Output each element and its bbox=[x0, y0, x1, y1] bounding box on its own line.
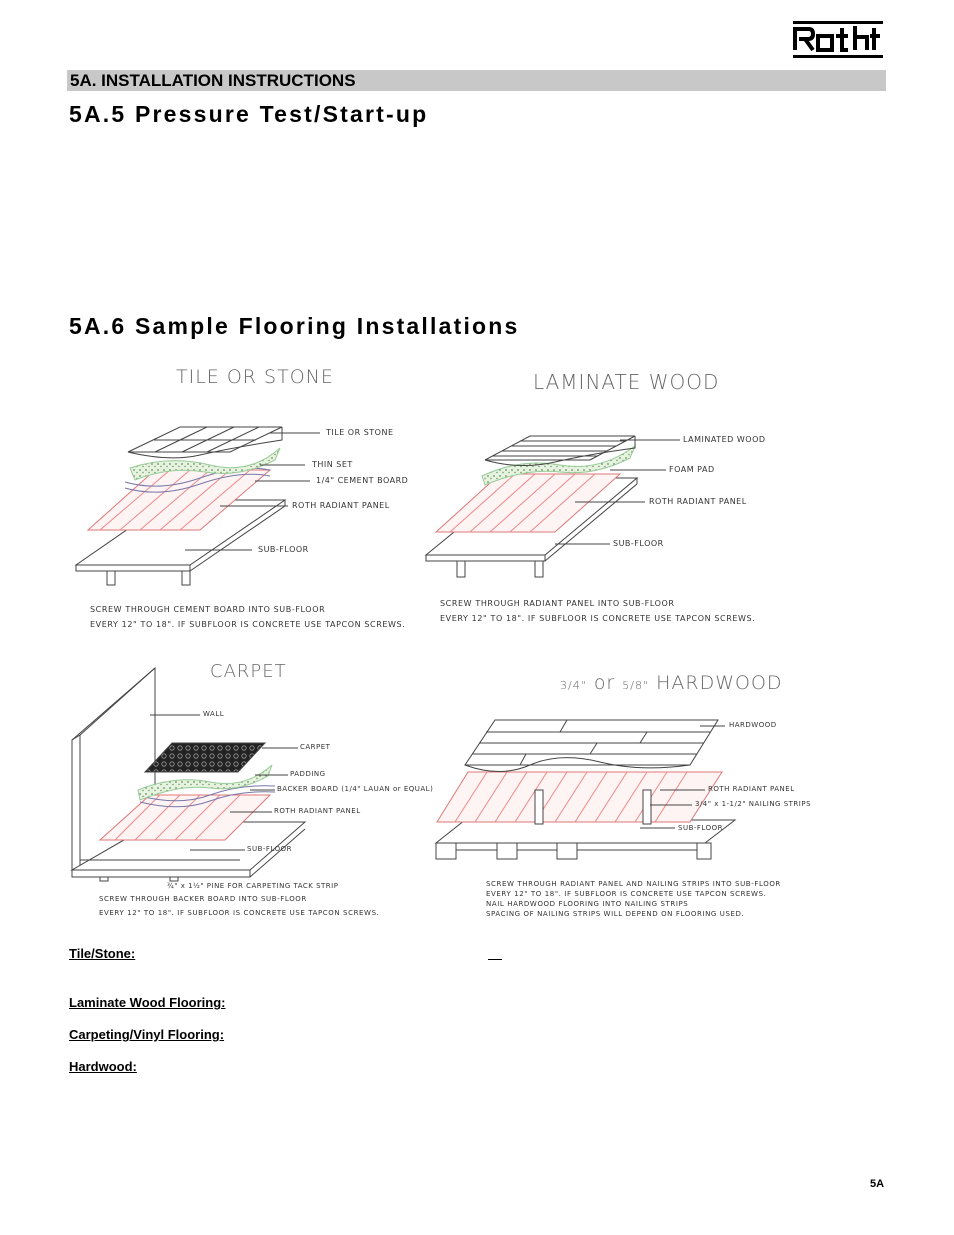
hardwood-fraction-b: 5/8" bbox=[622, 679, 650, 692]
laminate-label: FOAM PAD bbox=[669, 465, 715, 474]
hardwood-caption-line: SPACING OF NAILING STRIPS WILL DEPEND ON FLOORING USED. bbox=[486, 910, 745, 918]
tile-diagram bbox=[76, 427, 320, 585]
hardwood-diagram bbox=[436, 720, 735, 859]
tile-caption-line: SCREW THROUGH CEMENT BOARD INTO SUB-FLOOR bbox=[90, 605, 326, 614]
tile-label: TILE OR STONE bbox=[326, 428, 394, 437]
page-number: 5A bbox=[870, 1178, 885, 1190]
section-title: 5A. INSTALLATION INSTRUCTIONS bbox=[70, 71, 356, 90]
carpet-label: CARPET bbox=[300, 743, 331, 751]
laminate-diagram bbox=[426, 436, 680, 577]
hardwood-label: HARDWOOD bbox=[729, 721, 777, 729]
laminate-diagram-title: LAMINATE WOOD bbox=[533, 370, 720, 394]
laminate-label: ROTH RADIANT PANEL bbox=[649, 497, 747, 506]
carpet-caption-line: EVERY 12" TO 18". IF SUBFLOOR IS CONCRETE USE TAPCON SCREWS. bbox=[99, 909, 380, 917]
subhead-carpet: Carpeting/Vinyl Flooring: bbox=[69, 1027, 225, 1042]
heading-sample-flooring: 5A.6 Sample Flooring Installations bbox=[69, 313, 520, 339]
carpet-caption-line: SCREW THROUGH BACKER BOARD INTO SUB-FLOOR bbox=[99, 895, 307, 903]
laminate-label: SUB-FLOOR bbox=[613, 539, 664, 548]
hardwood-caption-line: SCREW THROUGH RADIANT PANEL AND NAILING STRIPS INTO SUB-FLOOR bbox=[486, 880, 781, 888]
hardwood-label: ROTH RADIANT PANEL bbox=[708, 785, 795, 793]
hardwood-title-or: or bbox=[593, 672, 616, 694]
tile-caption-line: EVERY 12" TO 18". IF SUBFLOOR IS CONCRETE USE TAPCON SCREWS. bbox=[90, 620, 406, 629]
subhead-laminate: Laminate Wood Flooring: bbox=[69, 995, 226, 1010]
carpet-label: SUB-FLOOR bbox=[247, 845, 292, 853]
tile-diagram-title: TILE OR STONE bbox=[176, 366, 334, 388]
heading-pressure-test: 5A.5 Pressure Test/Start-up bbox=[69, 101, 429, 127]
tile-label: ROTH RADIANT PANEL bbox=[292, 501, 390, 510]
tile-label: THIN SET bbox=[312, 460, 353, 469]
laminate-caption-line: EVERY 12" TO 18". IF SUBFLOOR IS CONCRETE USE TAPCON SCREWS. bbox=[440, 614, 756, 623]
underline-mark bbox=[488, 959, 502, 960]
tile-label: 1/4" CEMENT BOARD bbox=[316, 476, 409, 485]
carpet-label: BACKER BOARD (1/4" LAUAN or EQUAL) bbox=[277, 785, 434, 793]
carpet-label: ¾" x 1½" PINE FOR CARPETING TACK STRIP bbox=[167, 882, 339, 890]
carpet-label: WALL bbox=[203, 710, 225, 718]
hardwood-label: SUB-FLOOR bbox=[678, 824, 723, 832]
laminate-caption-line: SCREW THROUGH RADIANT PANEL INTO SUB-FLOOR bbox=[440, 599, 675, 608]
tile-label: SUB-FLOOR bbox=[258, 545, 309, 554]
subhead-tile: Tile/Stone: bbox=[69, 946, 136, 961]
subhead-hardwood: Hardwood: bbox=[69, 1059, 137, 1074]
hardwood-caption-line: EVERY 12" TO 18". IF SUBFLOOR IS CONCRETE USE TAPCON SCREWS. bbox=[486, 890, 767, 898]
laminate-label: LAMINATED WOOD bbox=[683, 435, 766, 444]
hardwood-diagram-title bbox=[560, 672, 783, 694]
hardwood-label: 3/4" x 1-1/2" NAILING STRIPS bbox=[695, 800, 812, 808]
hardwood-fraction-a: 3/4" bbox=[560, 679, 587, 692]
carpet-label: PADDING bbox=[290, 770, 326, 778]
carpet-label: ROTH RADIANT PANEL bbox=[274, 807, 361, 815]
hardwood-caption-line: NAIL HARDWOOD FLOORING INTO NAILING STRIPS bbox=[486, 900, 689, 908]
carpet-diagram-title: CARPET bbox=[210, 661, 287, 682]
hardwood-title-word: HARDWOOD bbox=[656, 672, 783, 694]
